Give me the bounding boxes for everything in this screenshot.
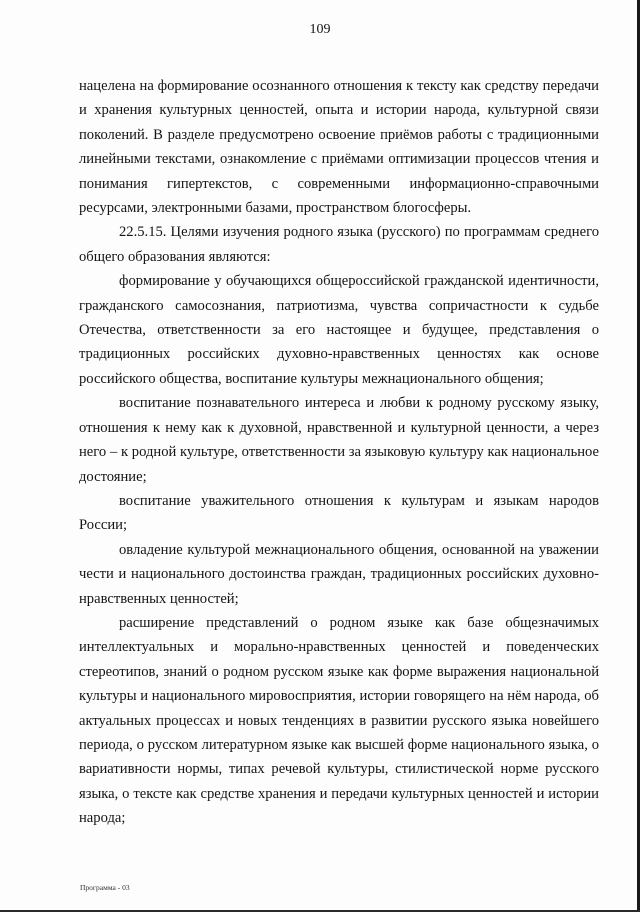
page-number: 109 [309, 22, 331, 37]
paragraph-goal-respect: воспитание уважительного отношения к культурам и языкам народов России; [79, 492, 599, 534]
paragraph-goal-identity: формирование у обучающихся общероссийской гражданской идентичности, гражданского самосознания, патриотизма, чувства сопричастности к судьбе Отечества, ответственности за его настоящее и будущее, представления о традиционных российских духовно-нравственных ценностях как основе российского общества, воспитание культуры межнационального общения; [79, 273, 599, 387]
paragraph-goal-interest: воспитание познавательного интереса и любви к родному русскому языку, отношения к нему как к духовной, нравственной и культурной ценности, а через него – к родной культуре, ответственности за языковую культуру как национальное достояние; [79, 395, 599, 485]
paragraph-goal-expansion: расширение представлений о родном языке как базе общезначимых интеллектуальных и морально-нравственных ценностей и поведенческих стереотипов, знаний о родном русском языке как форме выражения национальной культуры и национального мировосприятия, истории говорящего на нём народа, об актуальных процессах и новых тенденциях в развитии русского языка новейшего периода, о русском литературном языке как высшей форме национального языка, о вариативности нормы, типах речевой культуры, стилистической норме русского языка, о тексте как средстве хранения и передачи культурных ценностей и истории народа; [79, 614, 599, 827]
paragraph-section-22-5-15: 22.5.15. Целями изучения родного языка (русского) по программам среднего общего образования являются: [79, 224, 599, 265]
paragraph-continued-text: нацелена на формирование осознанного отношения к тексту как средству передачи и хранения культурных ценностей, опыта и истории народа, культурной связи поколений. В разделе предусмотрено освоение приёмов работы с традиционными линейными текстами, ознакомление с приёмами оптимизации процессов чтения и понимания гипертекстов, с современными информационно-справочными ресурсами, электронными базами, пространством блогосферы. [79, 78, 599, 217]
paragraph-goal-intercultural: овладение культурой межнационального общения, основанной на уважении чести и национального достоинства граждан, традиционных российских духовно-нравственных ценностей; [79, 541, 599, 607]
document-body [79, 74, 599, 831]
footer-program-label: Программа - 03 [80, 883, 130, 892]
